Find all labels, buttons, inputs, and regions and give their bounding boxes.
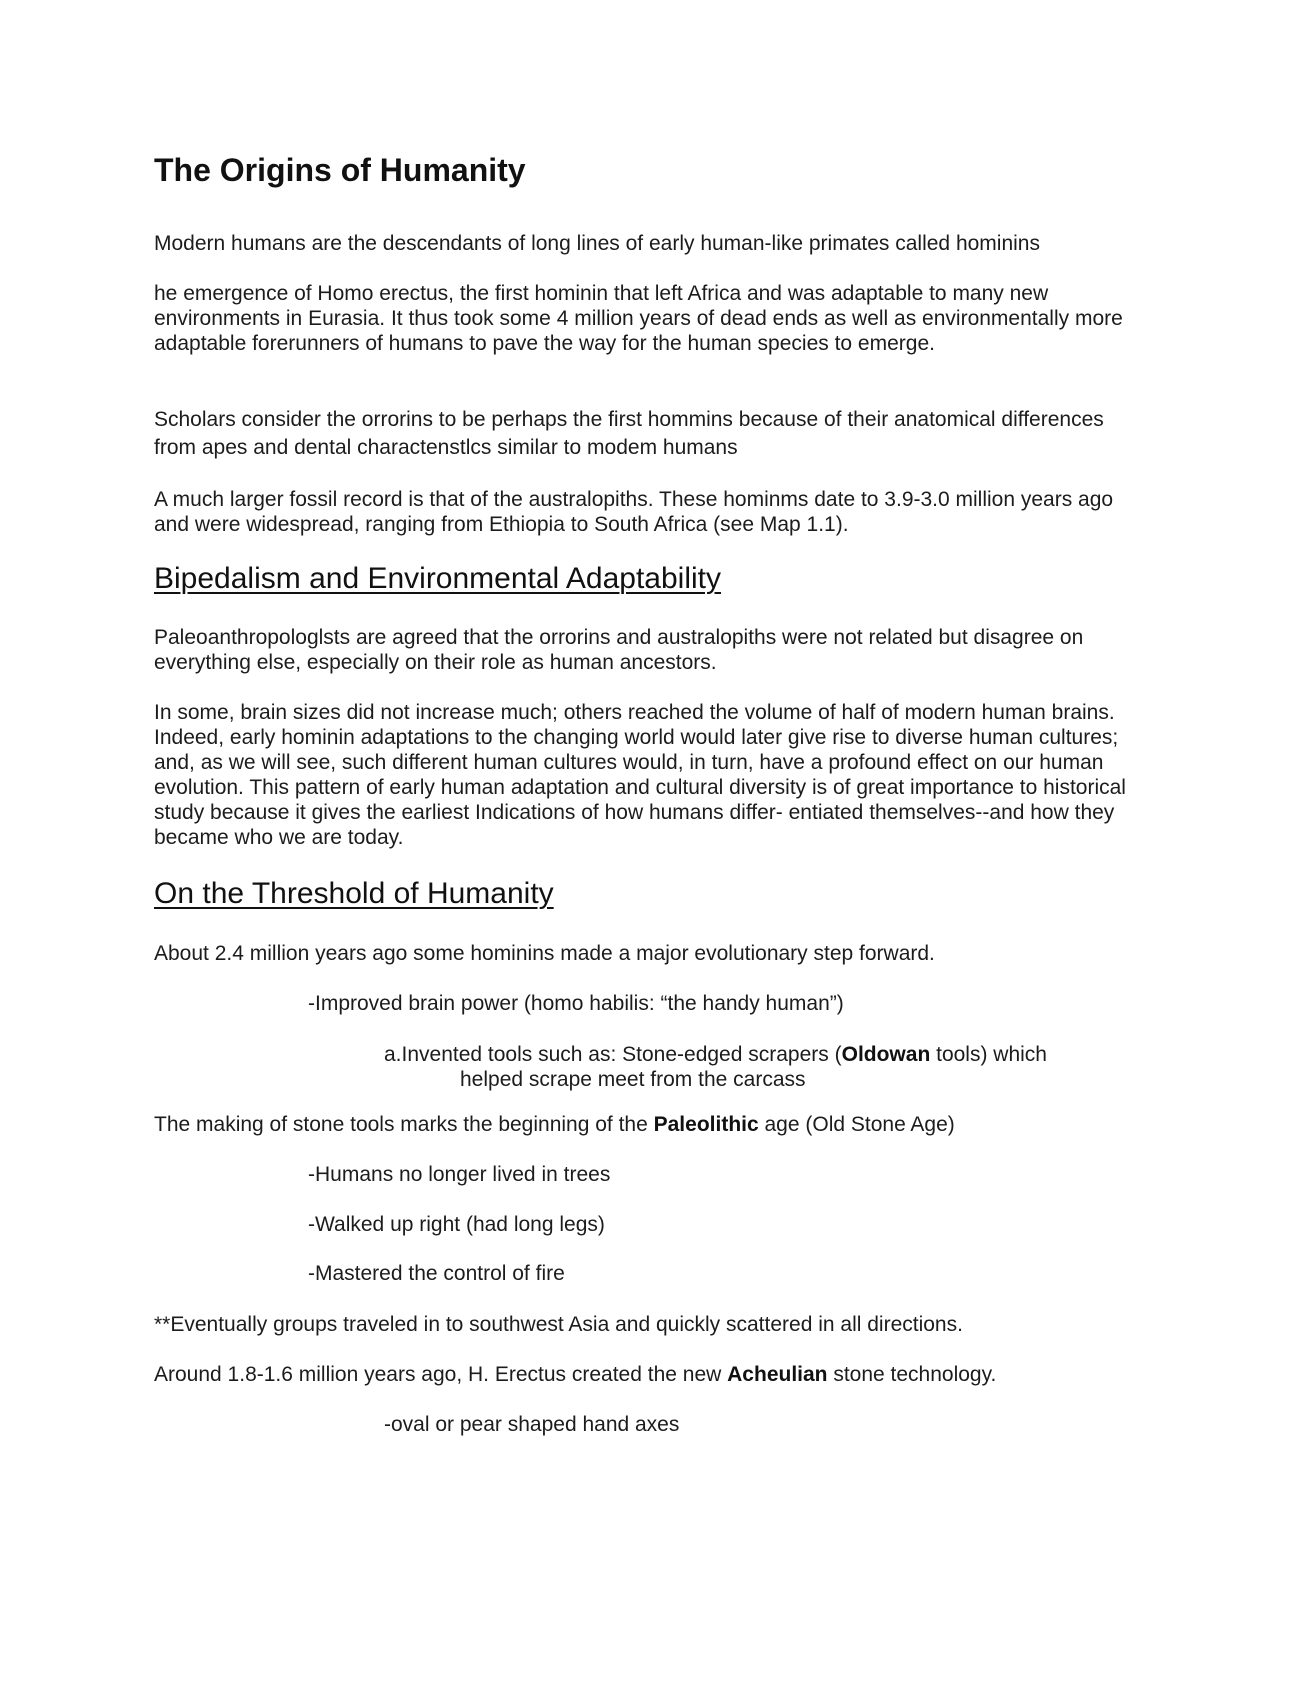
paragraph-southwest-asia: **Eventually groups traveled in to southwest Asia and quickly scattered in all directions. <box>154 1313 963 1336</box>
bullet-oldowan-tools <box>384 1042 1164 1092</box>
paragraph-paleoanthropologists: Paleoanthropologlsts are agreed that the orrorins and australopiths were not related but disagree on everything else, especially on their role as human ancestors. <box>154 626 1084 674</box>
paragraph-hominins-intro: Modern humans are the descendants of long lines of early human-like primates called hominins <box>154 232 1040 255</box>
term-paleolithic: Paleolithic <box>653 1113 759 1136</box>
heading-bipedalism: Bipedalism and Environmental Adaptability <box>154 562 721 595</box>
page-title: The Origins of Humanity <box>154 152 526 188</box>
paragraph-homo-erectus: he emergence of Homo erectus, the first hominin that left Africa and was adaptable to many new environments in Eurasia. It thus took some 4 million years of dead ends as well as environmentally more adaptable forerunners of humans to pave the way for the human species to emerge. <box>154 282 1123 355</box>
paleolithic-text-post: age (Old Stone Age) <box>758 1113 955 1136</box>
term-acheulian: Acheulian <box>727 1363 828 1386</box>
paragraph-australopiths: A much larger fossil record is that of the australopiths. These hominms date to 3.9-3.0 million years ago and were widespread, ranging from Ethiopia to South Africa (see Map 1.1). <box>154 488 1114 536</box>
paragraph-brain-sizes: In some, brain sizes did not increase much; others reached the volume of half of modern human brains. Indeed, early hominin adaptations to the changing world would later give rise to diverse human cultures; and, as we will see, such different human cultures would, in turn, have a profound effect on our human evolution. This pattern of early human adaptation and cultural diversity is of great importance to historical study because it gives the earliest Indications of how humans differ- entiated themselves--and how they became who we are today. <box>154 701 1126 849</box>
paleolithic-text-pre: The making of stone tools marks the beginning of the <box>154 1113 654 1136</box>
bullet-oldowan-text-post: tools) which <box>930 1043 1047 1066</box>
bullet-brain-power: -Improved brain power (homo habilis: “the handy human”) <box>308 992 844 1015</box>
bullet-walked-upright: -Walked up right (had long legs) <box>308 1213 605 1236</box>
term-oldowan: Oldowan <box>841 1043 931 1066</box>
bullet-no-trees: -Humans no longer lived in trees <box>308 1163 611 1186</box>
bullet-oldowan-text-pre: a.Invented tools such as: Stone-edged scrapers ( <box>384 1043 842 1066</box>
paragraph-paleolithic <box>154 1112 1164 1137</box>
paragraph-acheulian <box>154 1362 1164 1387</box>
acheulian-text-pre: Around 1.8-1.6 million years ago, H. Erectus created the new <box>154 1363 728 1386</box>
bullet-fire: -Mastered the control of fire <box>308 1262 565 1285</box>
heading-threshold: On the Threshold of Humanity <box>154 877 554 910</box>
bullet-oldowan-continuation: helped scrape meet from the carcass <box>460 1068 806 1091</box>
paragraph-orrorins: Scholars consider the orrorins to be perhaps the first hommins because of their anatomical differences from apes and dental charactenstlcs similar to modem humans <box>154 408 1104 459</box>
acheulian-text-post: stone technology. <box>827 1363 997 1386</box>
bullet-hand-axes: -oval or pear shaped hand axes <box>384 1413 680 1436</box>
paragraph-evolutionary-step: About 2.4 million years ago some hominins made a major evolutionary step forward. <box>154 942 935 965</box>
